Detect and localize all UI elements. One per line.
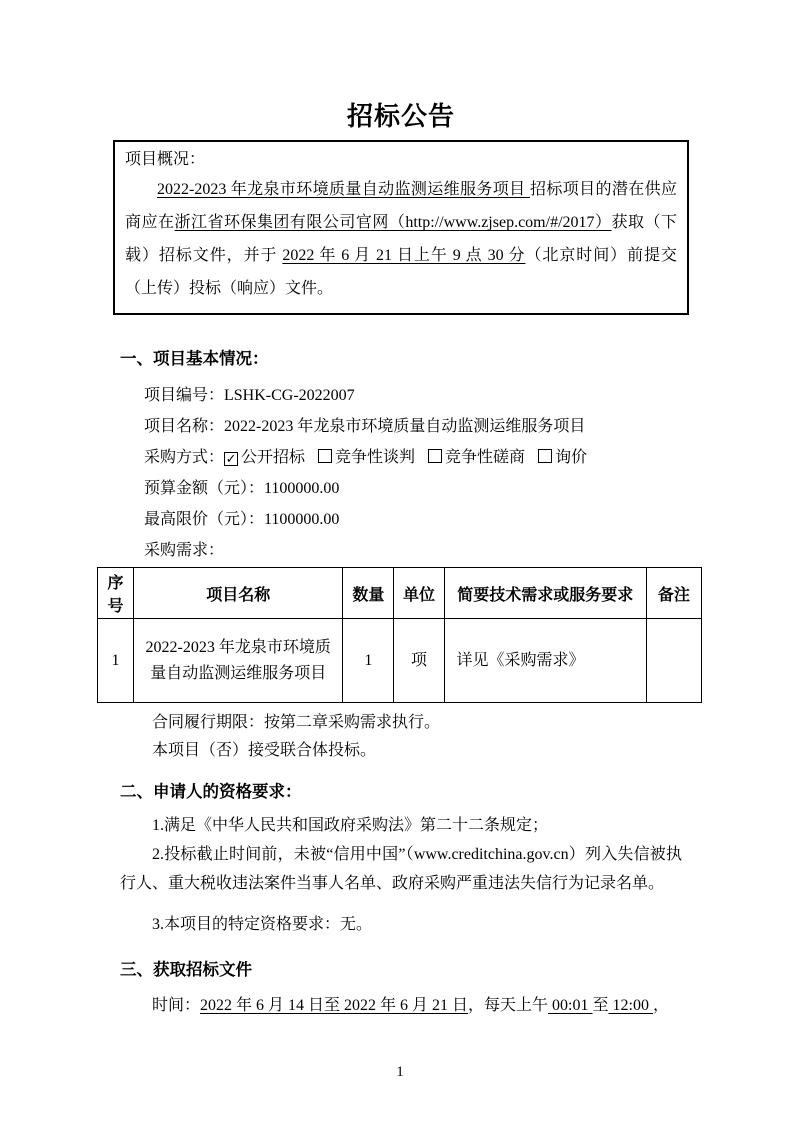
project-name: 项目名称：2022-2023 年龙泉市环境质量自动监测运维服务项目 [144,418,586,435]
underlined-text-segment: 2022-2023 年龙泉市环境质量自动监测运维服务项目 [157,181,530,198]
text-segment: 时间： [152,997,201,1014]
text-segment: 至 [592,997,609,1014]
text-segment: ， [652,997,669,1014]
text-segment: 获取（下载）招标文件，并于 [125,214,677,264]
page-number: 1 [396,1064,404,1080]
section1-items [120,380,682,566]
qualification-item-2: 2.投标截止时间前，未被“信用中国”（www.creditchina.gov.cn）列入失信被执行人、重大税收违法案件当事人名单、政府采购严重违法失信行为记录名单。 [120,846,682,892]
col-header-requirement: 简要技术需求或服务要求 [444,568,646,619]
budget-amount: 预算金额（元）：1100000.00 [144,480,340,497]
procurement-method-line [120,442,682,473]
cell-project-name: 2022-2023 年龙泉市环境质量自动监测运维服务项目 [134,619,343,703]
procurement-options [224,449,600,466]
underlined-text-segment: 浙江省环保集团有限公司官网（http://www.zjsep.com/#/2017） [174,214,612,231]
col-header-unit: 单位 [394,568,444,619]
qualification-item-1: 1.满足《中华人民共和国政府采购法》第二十二条规定； [152,817,549,834]
text-segment: ，每天上午 [468,997,549,1014]
contract-term: 合同履行期限：按第二章采购需求执行。 [152,714,441,731]
section2-heading: 二、申请人的资格要求： [120,783,302,801]
cell-remark [646,619,701,703]
procurement-option-label: 公开招标 [241,449,306,466]
demand-label: 采购需求： [144,542,225,559]
underlined-text-segment: 2022 年 6 月 21 日上午 9 点 30 分 [282,247,526,264]
cell-unit: 项 [394,619,444,703]
procurement-option-label: 竞争性磋商 [445,449,526,466]
text-segment: 招标项目的潜在供应商应在 [125,181,677,231]
table-row [98,619,702,703]
table-header-row [98,568,702,619]
consortium-statement: 本项目（否）接受联合体投标。 [152,742,377,759]
document-acquisition-time [120,991,682,1020]
checkbox-unchecked-icon [538,449,552,463]
procurement-option [224,449,305,466]
project-overview-box [113,140,689,315]
underlined-text-segment: 00:01 [548,997,593,1014]
max-price: 最高限价（元）：1100000.00 [144,511,340,528]
underlined-text-segment: 12:00 [608,997,653,1014]
post-table-notes [120,709,682,765]
document-title: 招标公告 [346,101,455,131]
col-header-quantity: 数量 [343,568,394,619]
checkbox-unchecked-icon [428,449,442,463]
text-segment: （北京时间）前提交（上传）投标（响应）文件。 [125,247,677,297]
procurement-option [428,449,525,466]
overview-label: 项目概况： [125,151,206,168]
qualification-item-3: 3.本项目的特定资格要求：无。 [152,916,373,933]
procurement-option-label: 竞争性谈判 [335,449,416,466]
project-number: 项目编号：LSHK-CG-2022007 [144,387,355,404]
procurement-method-label: 采购方式： [144,449,225,466]
cell-requirement: 详见《采购需求》 [444,619,646,703]
procurement-demand-table [97,567,702,703]
checkbox-checked-icon: ✓ [225,452,237,467]
underlined-text-segment: 2022 年 6 月 14 日至 2022 年 6 月 21 日 [200,997,469,1014]
procurement-option-label: 询价 [555,449,588,466]
overview-paragraph [125,173,677,305]
section1-heading: 一、项目基本情况： [120,350,269,368]
checkbox-unchecked-icon [318,449,332,463]
col-header-project-name: 项目名称 [134,568,343,619]
procurement-option [538,449,587,466]
section3-heading: 三、获取招标文件 [120,961,252,979]
col-header-serial: 序号 [98,568,134,619]
cell-quantity: 1 [343,619,394,703]
col-header-remark: 备注 [646,568,701,619]
procurement-option [318,449,415,466]
cell-serial: 1 [98,619,134,703]
